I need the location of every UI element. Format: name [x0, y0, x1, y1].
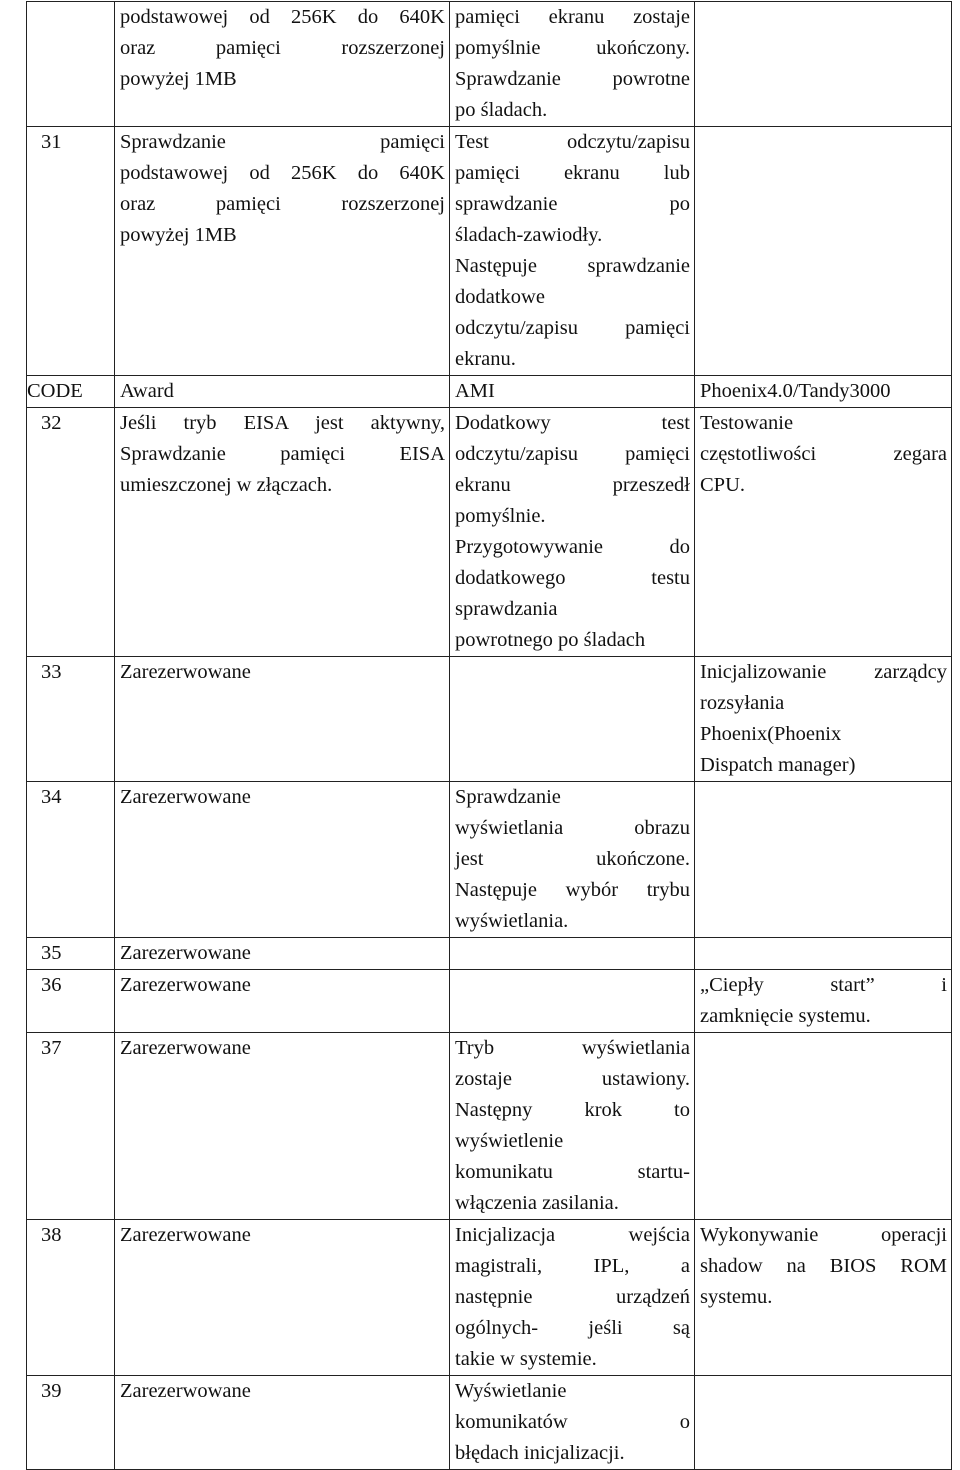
cell-code: 32: [27, 408, 115, 657]
cell-phoenix: [695, 1033, 952, 1220]
cell-line: dodatkowe: [455, 286, 545, 308]
cell-line: pamięci ekranu zostaje: [455, 6, 690, 28]
table-row: [27, 2, 952, 127]
cell-line: umieszczonej w złączach.: [120, 474, 333, 496]
cell-line: włączenia zasilania.: [455, 1192, 619, 1214]
cell-line: takie w systemie.: [455, 1348, 597, 1370]
cell-line: Sprawdzanie pamięci EISA: [120, 443, 445, 465]
cell-line: częstotliwości zegara: [700, 443, 947, 465]
cell-line: po śladach.: [455, 99, 548, 121]
cell-ami: [450, 657, 695, 782]
cell-line: powrotnego po śladach: [455, 629, 646, 651]
cell-line: odczytu/zapisu pamięci: [455, 317, 690, 339]
table-body: [27, 2, 952, 1470]
cell-award: [115, 1220, 450, 1376]
cell-code: 38: [27, 1220, 115, 1376]
cell-code: 34: [27, 782, 115, 938]
cell-phoenix: [695, 127, 952, 376]
cell-line: Zarezerwowane: [120, 974, 251, 996]
cell-line: dodatkowego testu: [455, 567, 690, 589]
cell-line: wyświetlania obrazu: [455, 817, 690, 839]
cell-line: Tryb wyświetlania: [455, 1037, 690, 1059]
cell-phoenix: [695, 938, 952, 970]
cell-line: zostaje ustawiony.: [455, 1068, 690, 1090]
cell-ami: [450, 2, 695, 127]
post-codes-table: [26, 1, 952, 1470]
cell-line: śladach-zawiodły.: [455, 224, 603, 246]
cell-ami: [450, 1220, 695, 1376]
cell-line: Zarezerwowane: [120, 786, 251, 808]
cell-award: [115, 2, 450, 127]
cell-code: 33: [27, 657, 115, 782]
table-row: [27, 1033, 952, 1220]
cell-award: [115, 938, 450, 970]
cell-line: Test odczytu/zapisu: [455, 131, 690, 153]
table-row: [27, 657, 952, 782]
cell-line: Zarezerwowane: [120, 1224, 251, 1246]
cell-line: następnie urządzeń: [455, 1286, 690, 1308]
cell-phoenix: [695, 657, 952, 782]
cell-ami: [450, 938, 695, 970]
cell-line: powyżej 1MB: [120, 224, 237, 246]
cell-line: Testowanie: [700, 412, 794, 434]
cell-line: Dodatkowy test: [455, 412, 690, 434]
cell-phoenix: [695, 1220, 952, 1376]
cell-line: Zarezerwowane: [120, 942, 251, 964]
cell-line: Zarezerwowane: [120, 661, 251, 683]
table-row: [27, 1376, 952, 1470]
cell-line: magistrali, IPL, a: [455, 1255, 690, 1277]
cell-line: Następuje sprawdzanie: [455, 255, 690, 277]
cell-line: sprawdzanie po: [455, 193, 690, 215]
cell-line: Inicjalizowanie zarządcy: [700, 661, 947, 683]
cell-award: [115, 1033, 450, 1220]
cell-line: Następuje wybór trybu: [455, 879, 690, 901]
cell-line: shadow na BIOS ROM: [700, 1255, 947, 1277]
header-award: Award: [115, 376, 450, 408]
cell-line: Inicjalizacja wejścia: [455, 1224, 690, 1246]
cell-line: Sprawdzanie powrotne: [455, 68, 690, 90]
cell-line: systemu.: [700, 1286, 773, 1308]
cell-code: 31: [27, 127, 115, 376]
cell-line: podstawowej od 256K do 640K: [120, 6, 445, 28]
cell-line: błędach inicjalizacji.: [455, 1442, 625, 1464]
cell-line: pomyślnie ukończony.: [455, 37, 690, 59]
cell-line: pamięci ekranu lub: [455, 162, 690, 184]
table-header-row: [27, 376, 952, 408]
table-row: [27, 782, 952, 938]
cell-line: Phoenix(Phoenix: [700, 723, 842, 745]
cell-line: „Ciepły start” i: [700, 974, 947, 996]
cell-line: pomyślnie.: [455, 505, 546, 527]
header-phoenix: Phoenix4.0/Tandy3000: [695, 376, 952, 408]
cell-line: CPU.: [700, 474, 746, 496]
cell-code: 35: [27, 938, 115, 970]
cell-line: ekranu przeszedł: [455, 474, 690, 496]
cell-line: Zarezerwowane: [120, 1380, 251, 1402]
cell-line: rozsyłania: [700, 692, 785, 714]
cell-award: [115, 1376, 450, 1470]
cell-phoenix: [695, 970, 952, 1033]
table-row: [27, 938, 952, 970]
cell-code: [27, 2, 115, 127]
cell-ami: [450, 127, 695, 376]
cell-code: 39: [27, 1376, 115, 1470]
cell-phoenix: [695, 782, 952, 938]
cell-line: powyżej 1MB: [120, 68, 237, 90]
cell-line: podstawowej od 256K do 640K: [120, 162, 445, 184]
table-row: [27, 408, 952, 657]
cell-phoenix: [695, 2, 952, 127]
cell-line: zamknięcie systemu.: [700, 1005, 871, 1027]
header-ami: AMI: [450, 376, 695, 408]
cell-line: ekranu.: [455, 348, 516, 370]
cell-line: ogólnych- jeśli są: [455, 1317, 690, 1339]
cell-ami: [450, 1376, 695, 1470]
cell-award: [115, 127, 450, 376]
cell-line: oraz pamięci rozszerzonej: [120, 193, 445, 215]
cell-award: [115, 408, 450, 657]
table-row: [27, 970, 952, 1033]
cell-ami: [450, 1033, 695, 1220]
cell-line: sprawdzania: [455, 598, 558, 620]
cell-ami: [450, 782, 695, 938]
cell-ami: [450, 970, 695, 1033]
cell-line: wyświetlania.: [455, 910, 569, 932]
cell-line: Następny krok to: [455, 1099, 690, 1121]
cell-line: wyświetlenie: [455, 1130, 564, 1152]
cell-line: komunikatu startu-: [455, 1161, 690, 1183]
cell-line: Dispatch manager): [700, 754, 856, 776]
cell-award: [115, 657, 450, 782]
table-row: [27, 127, 952, 376]
cell-award: [115, 970, 450, 1033]
cell-code: 36: [27, 970, 115, 1033]
cell-phoenix: [695, 408, 952, 657]
cell-line: komunikatów o: [455, 1411, 690, 1433]
cell-code: 37: [27, 1033, 115, 1220]
cell-line: Zarezerwowane: [120, 1037, 251, 1059]
cell-line: Przygotowywanie do: [455, 536, 690, 558]
table-row: [27, 1220, 952, 1376]
cell-ami: [450, 408, 695, 657]
header-code: CODE: [27, 376, 115, 408]
cell-line: Jeśli tryb EISA jest aktywny,: [120, 412, 445, 434]
cell-award: [115, 782, 450, 938]
cell-line: Wyświetlanie: [455, 1380, 567, 1402]
cell-line: oraz pamięci rozszerzonej: [120, 37, 445, 59]
cell-line: jest ukończone.: [455, 848, 690, 870]
cell-phoenix: [695, 1376, 952, 1470]
cell-line: Sprawdzanie: [455, 786, 561, 808]
cell-line: Sprawdzanie pamięci: [120, 131, 445, 153]
cell-line: odczytu/zapisu pamięci: [455, 443, 690, 465]
cell-line: Wykonywanie operacji: [700, 1224, 947, 1246]
